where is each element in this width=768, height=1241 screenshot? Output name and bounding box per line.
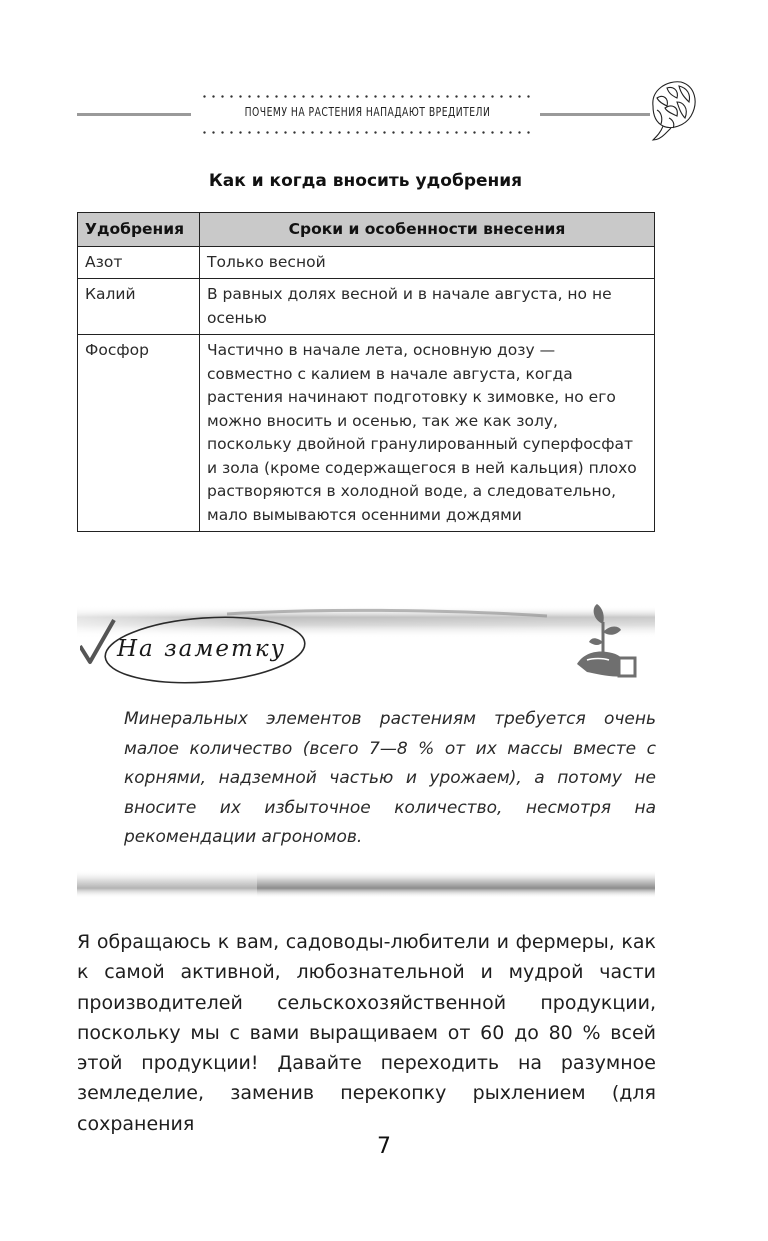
checkmark-icon <box>80 620 114 662</box>
running-header-title: ПОЧЕМУ НА РАСТЕНИЯ НАПАДАЮТ ВРЕДИТЕЛИ <box>244 104 491 119</box>
fertilizer-table <box>77 212 655 532</box>
column-header-fertilizer: Удобрения <box>78 213 200 247</box>
note-bottom-band <box>77 868 655 900</box>
table-row <box>78 246 655 279</box>
cell-notes: В равных долях весной и в начале августа, но не осенью <box>200 279 655 335</box>
cell-notes: Частично в начале лета, основную дозу — совместно с калием в начале августа, когда растения начинают подготовку к зимовке, но его можно вносить и осенью, так же как золу, поскольку двойной гранулированный суперфосфат и зола (кроме содержащегося в ней кальция) плохо растворяются в холодной воде, а следовательно, мало вымываются осенними дождями <box>200 335 655 532</box>
artichoke-icon <box>643 76 699 144</box>
header-rule-left <box>77 113 191 116</box>
cell-notes: Только весной <box>200 246 655 279</box>
table-row <box>78 279 655 335</box>
note-text: Минеральных элементов растениям требуется очень малое количество (всего 7—8 % от их массы вместе с корнями, надземной частью и урожаем), а потому не вносите их избыточное количество, несмотря на рекомендации агрономов. <box>124 709 656 847</box>
table-header-row <box>78 213 655 247</box>
header-dots-bottom <box>200 131 535 134</box>
table-title: Как и когда вносить удобрения <box>208 171 523 191</box>
cell-fertilizer: Фосфор <box>78 335 200 532</box>
header-dots-top <box>200 95 535 98</box>
cell-fertilizer: Калий <box>78 279 200 335</box>
cell-fertilizer: Азот <box>78 246 200 279</box>
body-paragraph: Я обращаюсь к вам, садоводы-любители и фермеры, как к самой активной, любознательной и мудрой части производителей сельскохозяйственной продукции, поскольку мы с вами выращиваем от 60 до 80 % всей этой продукции! Давайте переходить на разумное земледелие, заменив перекопку рыхлением (для сохранения <box>77 931 656 1135</box>
hand-with-sprout-icon <box>573 602 639 680</box>
table-row <box>78 335 655 532</box>
page-number: 7 <box>377 1134 391 1159</box>
column-header-timing: Сроки и особенности внесения <box>200 213 655 247</box>
note-label: На заметку <box>117 636 286 662</box>
header-rule-right <box>540 113 650 116</box>
